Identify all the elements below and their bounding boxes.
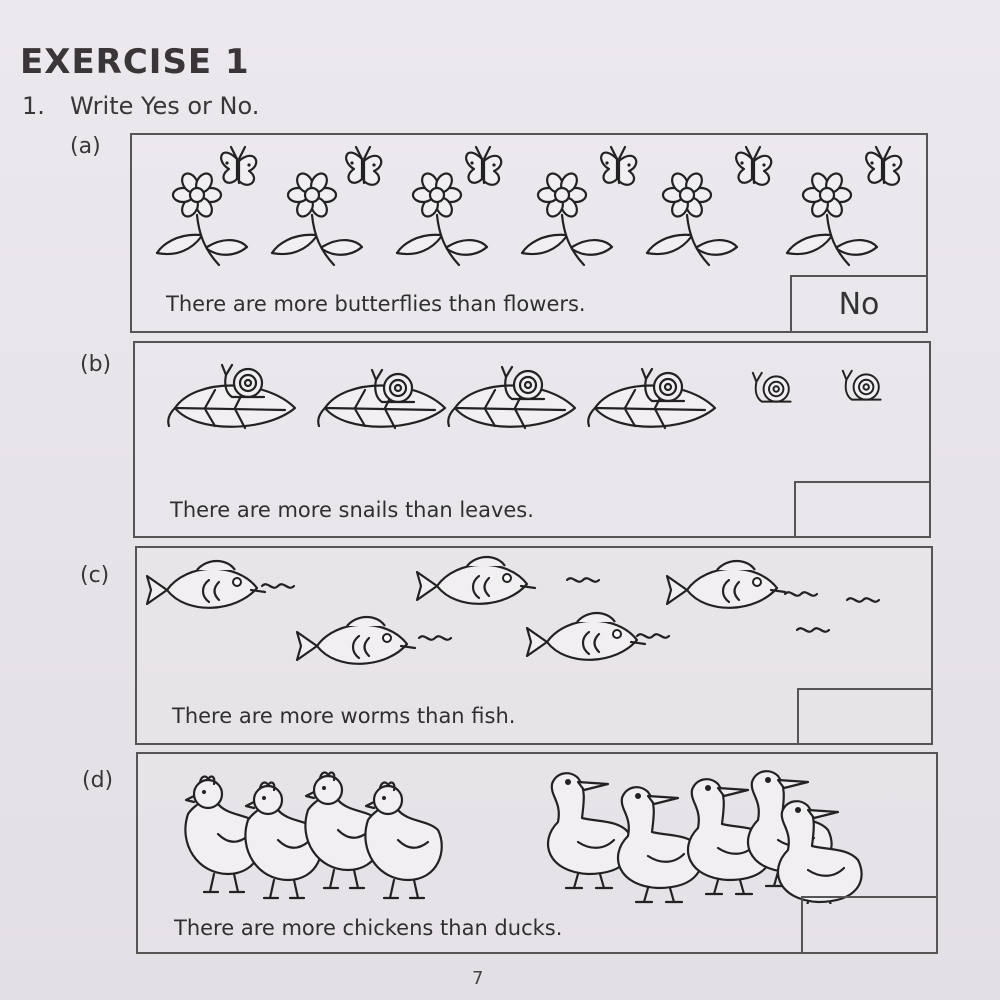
duck-icon <box>778 801 862 904</box>
flower-icon <box>397 171 487 265</box>
worm-icon <box>419 636 451 639</box>
flower-icon <box>647 171 737 265</box>
part-c-illustration <box>137 548 927 678</box>
part-b-illustration <box>135 343 925 453</box>
page-number: 7 <box>472 968 484 989</box>
worm-icon <box>637 634 669 637</box>
part-a-label: (a) <box>70 134 101 159</box>
butterfly-icon <box>601 147 636 185</box>
flower-icon <box>522 171 612 265</box>
fish-icon <box>147 561 265 608</box>
butterfly-icon <box>866 147 901 185</box>
leaf-icon <box>448 386 575 429</box>
part-c-answer-box[interactable] <box>797 688 933 745</box>
worm-icon <box>785 592 817 595</box>
part-b-statement: There are more snails than leaves. <box>170 498 534 522</box>
worm-icon <box>797 628 829 631</box>
question-instruction <box>22 92 259 120</box>
butterfly-icon <box>346 147 381 185</box>
snail-icon <box>753 373 791 402</box>
leaf-icon <box>318 386 445 429</box>
worm-icon <box>847 598 879 601</box>
part-c-label: (c) <box>80 563 110 588</box>
leaf-icon <box>588 386 715 429</box>
snail-icon <box>502 367 544 399</box>
worm-icon <box>262 584 294 587</box>
part-d-statement: There are more chickens than ducks. <box>174 916 563 940</box>
butterfly-icon <box>466 147 501 185</box>
butterfly-icon <box>221 147 256 185</box>
butterfly-icon <box>736 147 771 185</box>
part-a-illustration <box>132 135 922 275</box>
part-a-answer-box[interactable]: No <box>790 275 928 333</box>
flower-icon <box>272 171 362 265</box>
part-d-illustration <box>138 754 933 904</box>
instruction-text: Write Yes or No. <box>70 92 260 120</box>
leaf-icon <box>168 386 295 429</box>
fish-icon <box>417 557 535 604</box>
part-d-answer-box[interactable] <box>801 896 938 954</box>
worm-icon <box>567 578 599 581</box>
fish-icon <box>667 561 785 608</box>
snail-icon <box>222 365 264 397</box>
snail-icon <box>843 371 881 400</box>
flower-icon <box>787 171 877 265</box>
flower-icon <box>157 171 247 265</box>
duck-icon <box>548 773 632 888</box>
fish-icon <box>297 617 415 664</box>
part-a-statement: There are more butterflies than flowers. <box>166 292 586 316</box>
part-b-answer-box[interactable] <box>794 481 931 538</box>
page-title: EXERCISE 1 <box>20 42 250 82</box>
chicken-icon <box>365 783 441 899</box>
part-c-statement: There are more worms than fish. <box>172 704 516 728</box>
fish-icon <box>527 613 645 660</box>
question-number: 1. <box>22 92 45 120</box>
part-b-label: (b) <box>80 352 112 377</box>
part-d-label: (d) <box>82 768 114 793</box>
